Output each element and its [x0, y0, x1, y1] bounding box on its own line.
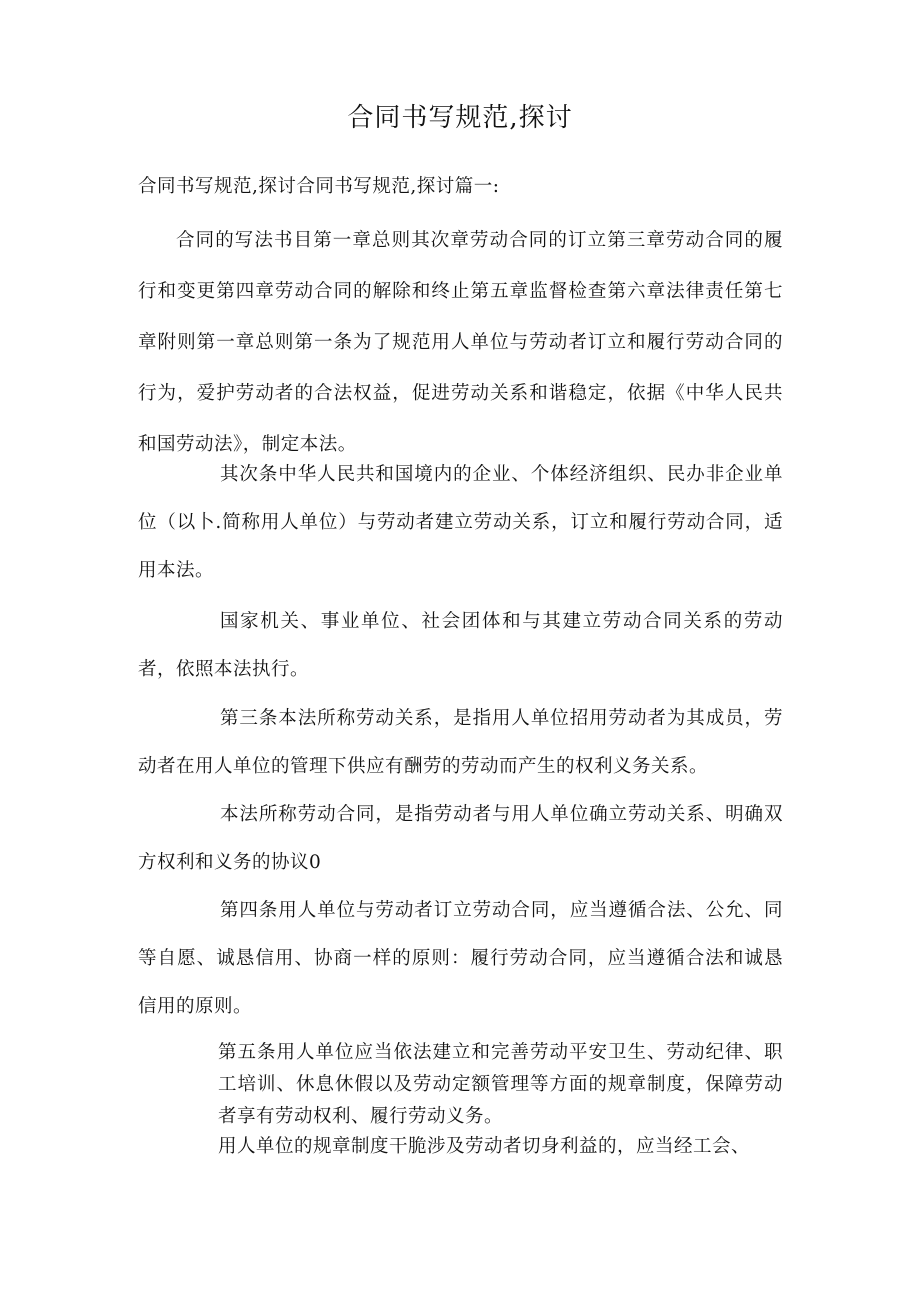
paragraph-article-1: 合同的写法书目第一章总则其次章劳动合同的订立第三章劳动合同的履行和变更第四章劳动合同的解除和终止第五章监督检查第六章法律责任第七章附则第一章总则第一条为了规范用人单位与劳动者订立和履行劳动合同的行为，爱护劳动者的合法权益，促进劳动关系和谐稳定，依据《中华人民共和国劳动法》，制定本法。: [138, 230, 783, 455]
paragraph-article-5-supplement: 用人单位的规章制度干脆涉及劳动者切身利益的，应当经工会、: [218, 1136, 751, 1157]
paragraph-article-3: 第三条本法所称劳动关系，是指用人单位招用劳动者为其成员，劳动者在用人单位的管理下供应有酬劳的劳动而产生的权利义务关系。: [138, 708, 783, 777]
paragraph-article-3-supplement: 本法所称劳动合同，是指劳动者与用人单位确立劳动关系、明确双方权利和义务的协议0: [138, 804, 783, 873]
paragraph-article-5: 第五条用人单位应当依法建立和完善劳动平安卫生、劳动纪律、职工培训、休息休假以及劳动定额管理等方面的规章制度，保障劳动者享有劳动权利、履行劳动义务。: [218, 1042, 783, 1127]
document-title: 合同书写规范,探讨: [347, 103, 573, 133]
paragraph-intro: 合同书写规范,探讨合同书写规范,探讨篇一:: [138, 176, 500, 197]
paragraph-article-4: 第四条用人单位与劳动者订立劳动合同，应当遵循合法、公允、同等自愿、诚恳信用、协商一样的原则：履行劳动合同，应当遵循合法和诚恳信用的原则。: [138, 900, 783, 1017]
paragraph-article-2: 其次条中华人民共和国境内的企业、个体经济组织、民办非企业单位（以卜.简称用人单位）与劳动者建立劳动关系，订立和履行劳动合同，适用本法。: [138, 464, 783, 581]
paragraph-article-2-supplement: 国家机关、事业单位、社会团体和与其建立劳动合同关系的劳动者，依照本法执行。: [138, 611, 783, 680]
